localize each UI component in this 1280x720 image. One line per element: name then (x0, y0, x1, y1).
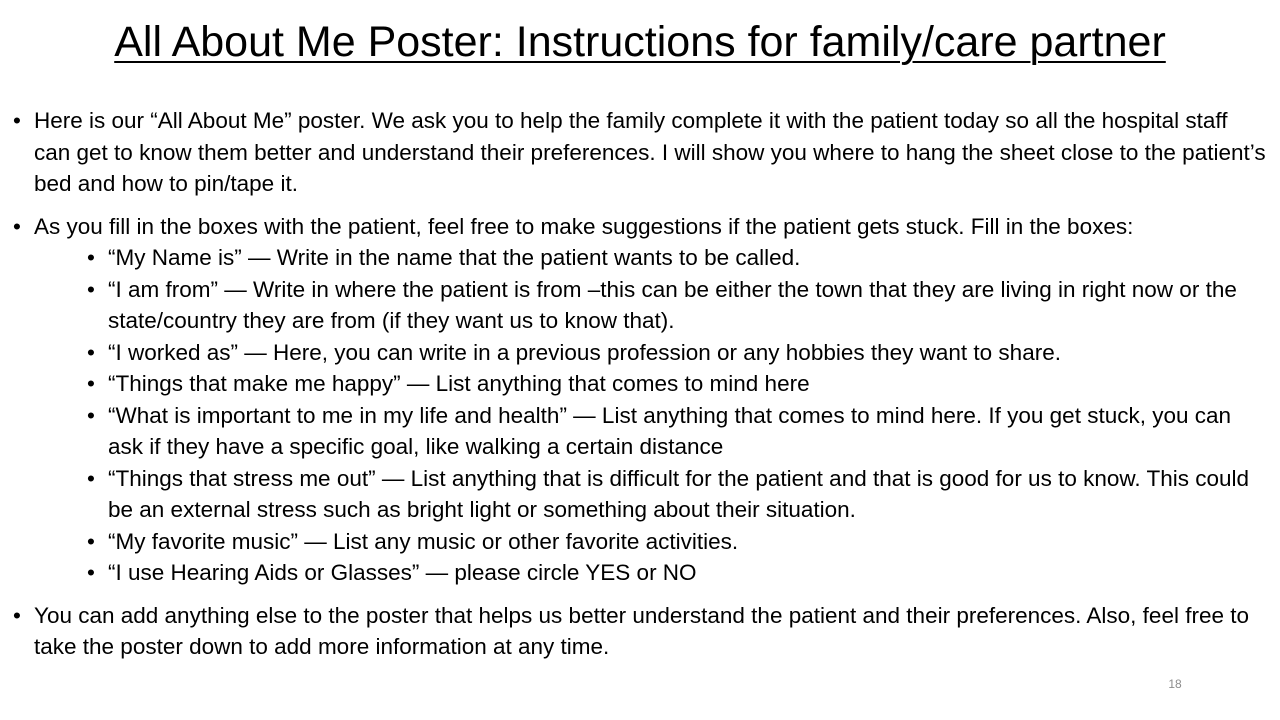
sub-bullet-marker: • (87, 402, 95, 428)
sub-bullet-text: “My Name is” — Write in the name that the patient wants to be called. (108, 245, 801, 270)
page-number: 18 (1168, 677, 1182, 691)
slide-title: All About Me Poster: Instructions for family/care partner (114, 18, 1166, 66)
sub-bullet-text: “What is important to me in my life and health” — List anything that comes to mind here. If you get stuck, you can ask if they have a specific goal, like walking a certain distance (108, 402, 1232, 459)
sub-bullet-text: “I am from” — Write in where the patient is from –this can be either the town that they are living in right now or the state/country they are from (if they want us to know that). (108, 276, 1237, 333)
sub-bullet-list (34, 242, 1270, 589)
sub-bullet-marker: • (87, 560, 95, 585)
sub-bullet-stress-me-out (34, 463, 1270, 526)
bullet-text: Here is our “All About Me” poster. We ask you to help the family complete it with the patient today so all the hospital staff can get to know them better and understand their preferences. I will show you where to hang the sheet close to the patient’s bed and how to pin/tape it. (34, 108, 1266, 196)
sub-bullet-text: “I use Hearing Aids or Glasses” — please circle YES or NO (108, 560, 697, 585)
bullet-marker: • (13, 213, 21, 239)
sub-bullet-text: “Things that stress me out” — List anything that is difficult for the patient and that is good for us to know. This could be an external stress such as bright light or something about their situation. (108, 465, 1250, 522)
sub-bullet-i-worked-as (34, 337, 1270, 369)
bullet-text: You can add anything else to the poster that helps us better understand the patient and their preferences. Also, feel free to take the poster down to add more information at any time. (34, 602, 1249, 659)
sub-bullet-text: “I worked as” — Here, you can write in a previous profession or any hobbies they want to share. (108, 339, 1061, 365)
sub-bullet-marker: • (87, 528, 95, 554)
bullet-item-intro (8, 105, 1270, 200)
sub-bullet-favorite-music (34, 526, 1270, 558)
sub-bullet-text: “Things that make me happy” — List anything that comes to mind here (108, 371, 810, 396)
bullet-marker: • (13, 602, 21, 628)
sub-bullet-i-am-from (34, 274, 1270, 337)
sub-bullet-things-happy (34, 368, 1270, 400)
sub-bullet-text: “My favorite music” — List any music or other favorite activities. (108, 528, 739, 554)
bullet-list (8, 105, 1270, 663)
sub-bullet-important-to-me (34, 400, 1270, 463)
sub-bullet-marker: • (87, 276, 95, 302)
bullet-item-add-anything (8, 600, 1270, 663)
sub-bullet-my-name (34, 242, 1270, 274)
bullet-text: As you fill in the boxes with the patient, feel free to make suggestions if the patient gets stuck. Fill in the boxes: (34, 213, 1134, 239)
sub-bullet-marker: • (87, 245, 95, 270)
sub-bullet-marker: • (87, 339, 95, 365)
sub-bullet-marker: • (87, 465, 95, 491)
bullet-item-fill-boxes (8, 211, 1270, 589)
bullet-marker: • (13, 108, 21, 133)
sub-bullet-hearing-aids (34, 557, 1270, 589)
sub-bullet-marker: • (87, 371, 95, 396)
slide-body (8, 105, 1270, 674)
